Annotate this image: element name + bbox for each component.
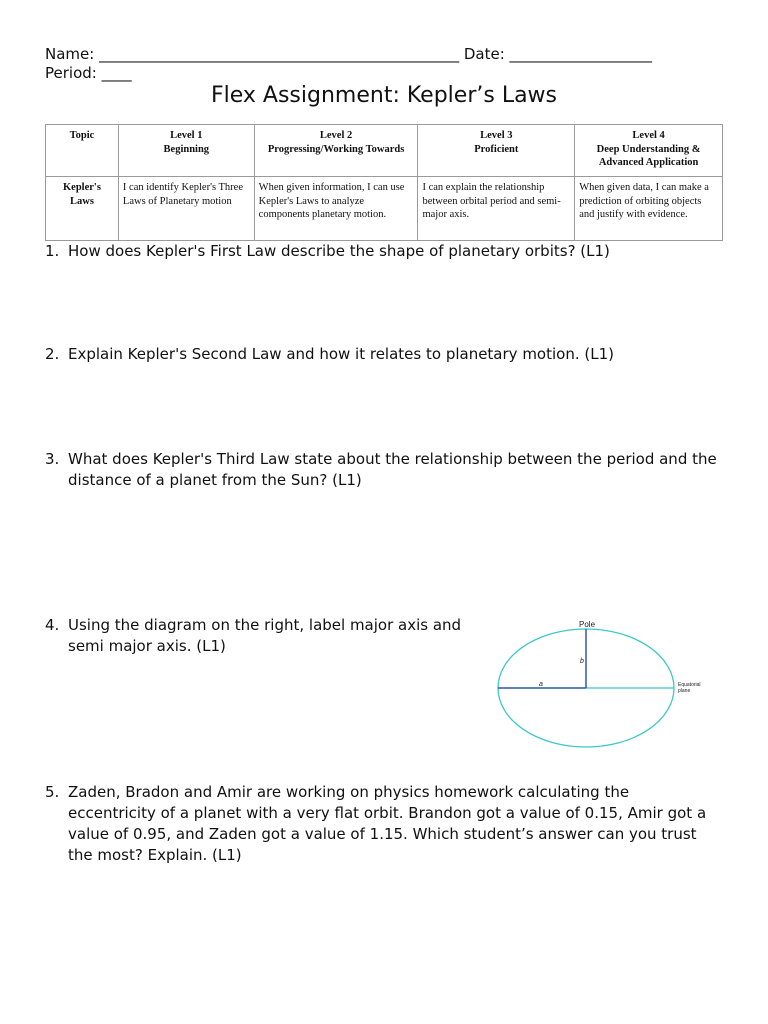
rubric-header-level1: Level 1 Beginning bbox=[118, 125, 254, 177]
rubric-level1-cell: I can identify Kepler's Three Laws of Planetary motion bbox=[118, 177, 254, 241]
question-4-text: Using the diagram on the right, label major axis and semi major axis. (L1) bbox=[68, 616, 462, 655]
rubric-header-level3: Level 3 Proficient bbox=[418, 125, 575, 177]
orbit-ellipse-diagram bbox=[488, 614, 712, 754]
name-date-line: Name: ________________________________________________ Date: ___________________ bbox=[45, 45, 653, 63]
question-1-text: How does Kepler's First Law describe the shape of planetary orbits? (L1) bbox=[68, 242, 610, 260]
b-label: b bbox=[580, 658, 584, 665]
rubric-row-keplers-laws bbox=[46, 177, 723, 241]
student-info-header bbox=[45, 45, 652, 83]
rubric-header-level2: Level 2 Progressing/Working Towards bbox=[254, 125, 418, 177]
a-label: a bbox=[539, 681, 543, 688]
period-line: Period: ____ bbox=[45, 64, 132, 82]
rubric-header-level4: Level 4 Deep Understanding & Advanced Application bbox=[575, 125, 723, 177]
rubric-table bbox=[45, 124, 723, 241]
page-title: Flex Assignment: Kepler’s Laws bbox=[210, 83, 558, 108]
question-2-text: Explain Kepler's Second Law and how it relates to planetary motion. (L1) bbox=[68, 345, 614, 363]
pole-label: Pole bbox=[579, 620, 596, 629]
rubric-header-row bbox=[46, 125, 723, 177]
rubric-level4-cell: When given data, I can make a prediction of orbiting objects and justify with evidence. bbox=[575, 177, 723, 241]
equatorial-plane-label-2: plane bbox=[678, 688, 691, 694]
rubric-topic-cell: Kepler's Laws bbox=[46, 177, 119, 241]
rubric-level2-cell: When given information, I can use Kepler's Laws to analyze components planetary motion. bbox=[254, 177, 418, 241]
rubric-level3-cell: I can explain the relationship between orbital period and semi-major axis. bbox=[418, 177, 575, 241]
question-5-text: Zaden, Bradon and Amir are working on physics homework calculating the eccentricity of a planet with a very flat orbit. Brandon got a value of 0.15, Amir got a value of 0.95, and Zaden got a value of 1.15. Which student’s answer can you trust the most? Explain. (L1) bbox=[68, 783, 707, 864]
worksheet-page: Name: ________________________________________________ Date: ___________________ Period: ____ Flex Assignment: Kepler’s Laws Topic Level 1 Beginning Level 2 Progressing/Working Towards Level 3 Proficient Level 4 Deep Understanding & Advanced Application Kepler's Laws I can identify Kepler's Three Laws of Planetary motion When given information, I can use Kepler's Laws to analyze components planetary motion. I can explain the relationship between orbital period and semi-major axis. When given data, I can make a prediction of orbiting objects and justify with evidence. 1. How does Kepler's First Law describe the shape of planetary orbits? (L1) 2. Explain Kepler's Second Law and how it relates to planetary motion. (L1) 3. What does Kepler's Third Law state about the relationship between the period and the distance of a planet from the Sun? (L1) 4. Using the diagram on the right, label major axis and semi major axis. (L1) Pole b a Equatorial plane 5. Zaden, Bradon and Amir are working on physics homework calculating the eccentricity of a planet with a very flat orbit. Brandon got a value of 0.15, Amir got a value of 0.95, and Zaden got a value of 1.15. Which student’s answer can you trust the most? Explain. (L1) bbox=[0, 0, 768, 1024]
question-3-text: What does Kepler's Third Law state about the relationship between the period and the distance of a planet from the Sun? (L1) bbox=[68, 450, 717, 489]
equatorial-plane-label: Equatorial bbox=[678, 682, 701, 688]
rubric-header-topic: Topic bbox=[46, 125, 119, 177]
